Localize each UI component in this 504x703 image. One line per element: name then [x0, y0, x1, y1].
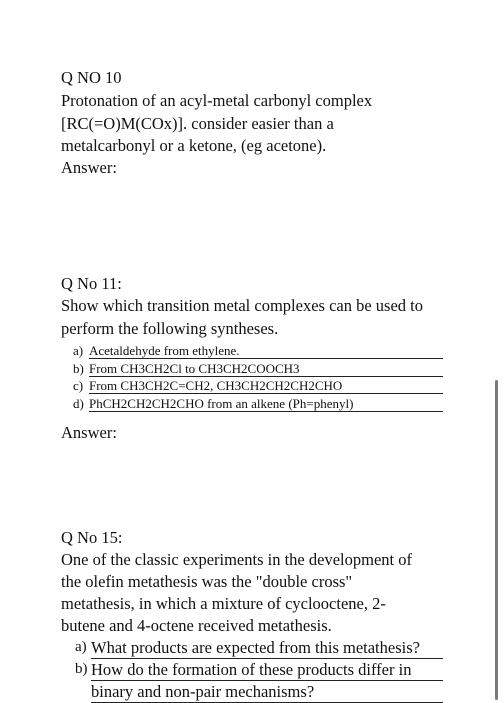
- q11-item-d: PhCH2CH2CH2CHO from an alkene (Ph=phenyl): [89, 397, 443, 412]
- vertical-scrollbar[interactable]: [495, 380, 498, 700]
- q15-item-a: What products are expected from this metathesis?: [91, 640, 443, 659]
- q10-text-line-1: Protonation of an acyl-metal carbonyl complex: [61, 91, 373, 110]
- q15-text-line-3: metathesis, in which a mixture of cyclooctene, 2-: [61, 594, 386, 613]
- q11-item-c-marker: c): [73, 378, 84, 393]
- q11-item-b: From CH3CH2Cl to CH3CH2COOCH3: [89, 362, 443, 377]
- q15-text-line-2: the olefin metathesis was the "double cross": [61, 572, 353, 591]
- q11-answer-label: Answer:: [61, 423, 117, 442]
- q15-heading: Q No 15:: [61, 528, 123, 547]
- q11-item-c: From CH3CH2C=CH2, CH3CH2CH2CH2CHO: [89, 379, 443, 394]
- q11-item-b-marker: b): [73, 361, 84, 376]
- q15-text-line-4: butene and 4-octene received metathesis.: [61, 616, 332, 635]
- q15-item-b: How do the formation of these products differ in: [91, 662, 443, 681]
- q11-text-line-2: perform the following syntheses.: [61, 319, 279, 338]
- q10-text-line-3: metalcarbonyl or a ketone, (eg acetone).: [61, 136, 327, 155]
- q11-heading: Q No 11:: [61, 274, 122, 293]
- q11-text-line-1: Show which transition metal complexes can be used to: [61, 296, 424, 315]
- q15-item-a-marker: a): [75, 639, 87, 655]
- q10-text-line-2: [RC(=O)M(COx)]. consider easier than a: [61, 114, 334, 133]
- q10-heading: Q NO 10: [61, 68, 122, 87]
- q11-item-a: Acetaldehyde from ethylene.: [89, 344, 443, 359]
- q15-item-b-continuation: binary and non-pair mechanisms?: [91, 684, 443, 703]
- q11-item-d-marker: d): [73, 396, 84, 411]
- q15-text-line-1: One of the classic experiments in the development of: [61, 550, 412, 569]
- q10-answer-label: Answer:: [61, 158, 117, 177]
- q11-item-a-marker: a): [73, 343, 84, 358]
- q15-item-b-marker: b): [75, 661, 88, 677]
